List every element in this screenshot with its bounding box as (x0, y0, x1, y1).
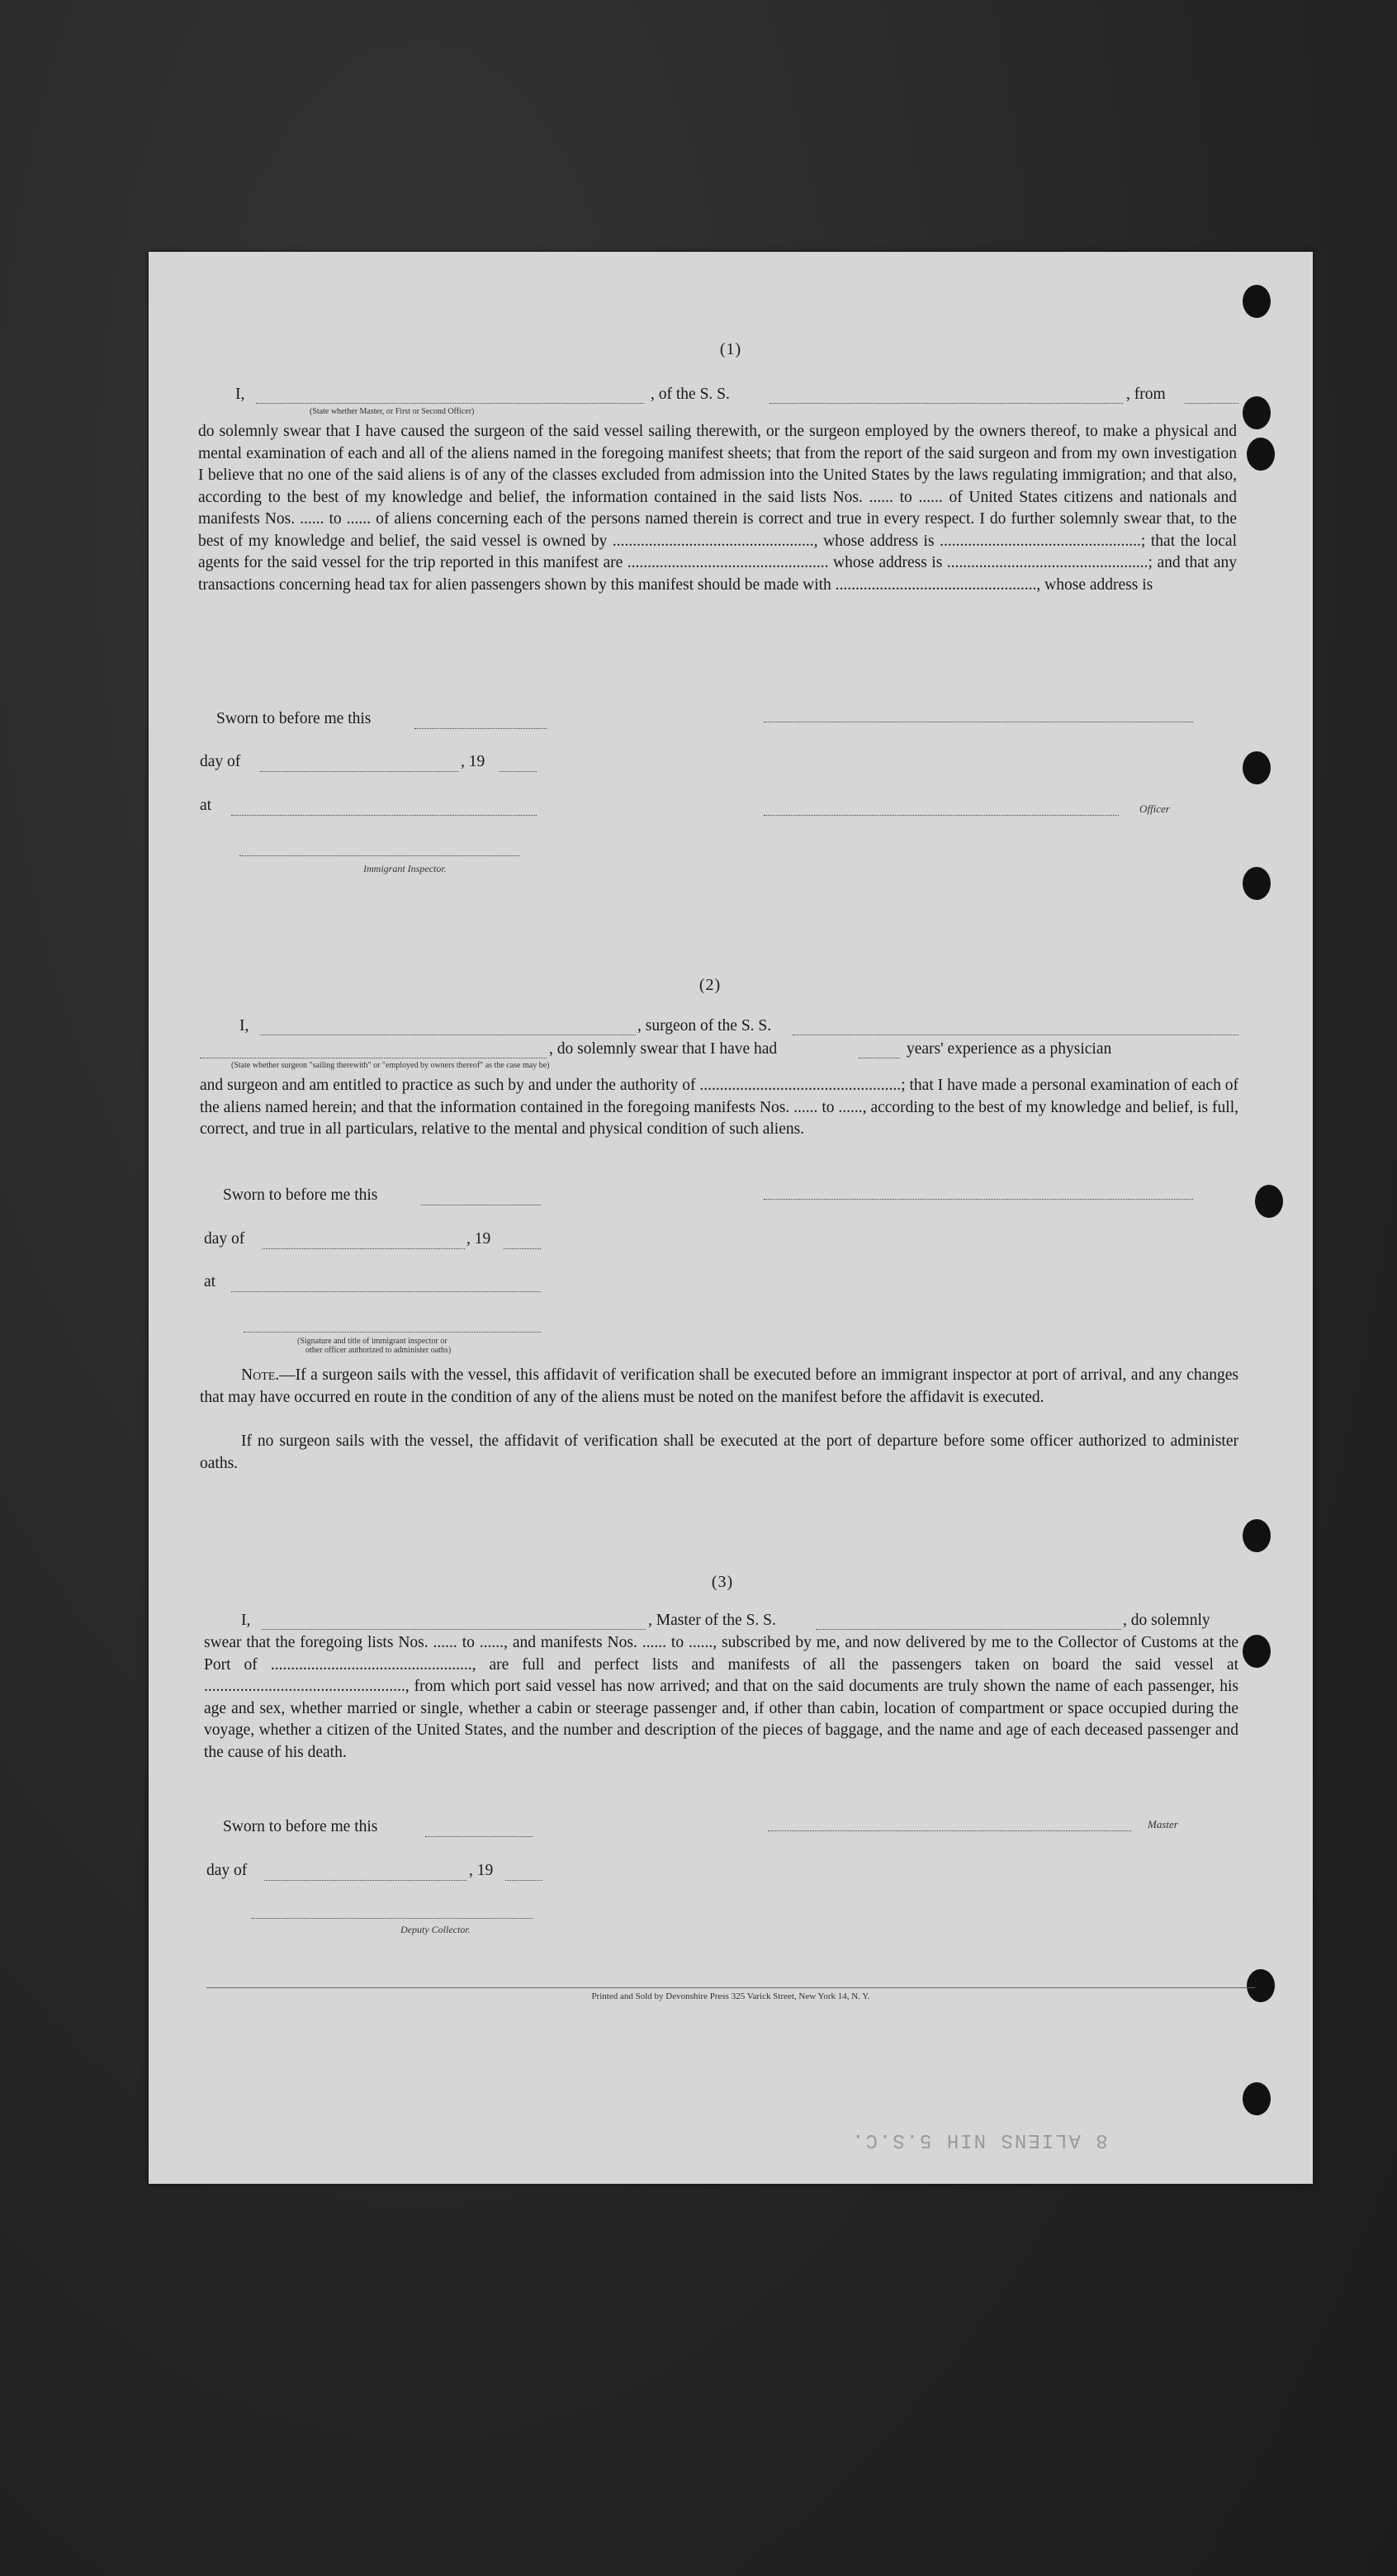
section-1-sworn-label: Sworn to before me this (216, 710, 372, 727)
section-2-at-field[interactable] (231, 1290, 541, 1292)
section-1-at-label: at (200, 797, 212, 814)
section-1-inspector-caption: Immigrant Inspector. (363, 863, 447, 874)
bleed-through-stamp: 8 ALIENS NIH 5.S.C. (850, 2129, 1108, 2151)
section-2-sig-caption-2: other officer authorized to administer oaths) (305, 1346, 452, 1355)
section-3-sworn-label: Sworn to before me this (223, 1818, 378, 1835)
section-1-i: I, (235, 386, 245, 403)
section-2-day-field[interactable] (263, 1248, 465, 1249)
section-2-swear-text: , do solemnly swear that I have had (549, 1040, 778, 1058)
section-1-oath-text: do solemnly swear that I have caused the surgeon of the said vessel sailing therewith, or the surgeon employed by the owners thereof, to make a physical and mental examination of each and all of the aliens named in the foregoing manifest sheets; that from the report of the said surgeon and from my own investigation I believe that no one of the said aliens is of any of the classes excluded from admission into the United States by the laws regulating immigration; and that also, according to the best of my knowledge and belief, the information contained in the said lists Nos. ...... to ...... of United States citizens and nationals and manifests Nos. ...... to ...... of aliens concerning each of the persons named therein is correct and true in every respect. I do further solemnly swear that, to the best of my knowledge and belief, the said vessel is owned by .................................................., whose address is ..................................................; that the local agents for the said vessel for the trip reported in this manifest are .................................................. whose address is ..................................................; and that any transactions concerning head tax for alien passengers shown by this manifest should be made with .................................................., whose address is (198, 423, 1237, 594)
section-1-officer-sig-top[interactable] (764, 721, 1193, 722)
years-experience-field[interactable] (859, 1057, 900, 1058)
section-3-oath-text: swear that the foregoing lists Nos. ...... to ......, and manifests Nos. ...... to ......, subscribed by me, and now delivered by me to the Collector of Customs at the Port of .................................................., are full and perfect lists and manifests of all the passengers taken on board the said vessel at .................................................., from which port said vessel has now arrived; and that on the said documents are truly shown the name of each passenger, his age and sex, whether married or single, whether a cabin or steerage passenger and, if other than cabin, location of compartment or space occupied during the voyage, whether a citizen of the United States, and the number and description of the pieces of baggage, and the name and age of each deceased passenger and the cause of his death. (204, 1634, 1238, 1761)
section-2-sworn-field[interactable] (421, 1204, 541, 1205)
section-3-master-name-field[interactable] (262, 1628, 646, 1630)
section-3-swear-text: , do solemnly (1123, 1612, 1210, 1629)
from-port-field[interactable] (1185, 402, 1238, 404)
binder-hole (1243, 867, 1271, 900)
binder-hole (1243, 1635, 1271, 1668)
master-caption: (State whether Master, or First or Second Officer) (310, 407, 475, 416)
section-1-inspector-signature-field[interactable] (239, 855, 520, 856)
section-2-surgeon-signature-field[interactable] (764, 1198, 1193, 1200)
section-3-vessel-field[interactable] (816, 1628, 1121, 1630)
section-2-note (200, 1365, 1238, 1409)
binder-hole (1243, 751, 1271, 784)
surgeon-sailing-caption: (State whether surgeon "sailing therewith" or "employed by owners thereof" as the case may be) (231, 1061, 550, 1070)
section-2-vessel-field[interactable] (793, 1034, 1238, 1035)
master-name-field[interactable] (256, 402, 644, 404)
section-1-of-ss: , of the S. S. (651, 386, 730, 403)
section-3-number: (3) (711, 1573, 734, 1591)
section-3-i: I, (241, 1612, 251, 1629)
section-3-deputy-signature-field[interactable] (252, 1917, 533, 1919)
section-2-year-label: , 19 (466, 1230, 491, 1248)
binder-hole (1255, 1185, 1283, 1218)
manifest-page (149, 252, 1313, 2184)
section-3-deputy-caption: Deputy Collector. (400, 1924, 471, 1935)
note-text-1: —If a surgeon sails with the vessel, this affidavit of verification shall be executed before an immigrant inspector at port of arrival, and any changes that may have occurred en route in the condition of any of the aliens must be noted on the manifest before the affidavit is executed. (200, 1366, 1238, 1406)
section-1-sworn-field[interactable] (414, 727, 547, 729)
printer-credit: Printed and Sold by Devonshire Press 325 Varick Street, New York 14, N. Y. (591, 1991, 870, 2001)
section-2-surgeon-of-ss: , surgeon of the S. S. (637, 1017, 772, 1035)
section-1-officer-caption: Officer (1139, 803, 1170, 815)
section-2-sworn-label: Sworn to before me this (223, 1186, 378, 1204)
section-1-number: (1) (719, 340, 742, 358)
section-2-year-field[interactable] (504, 1248, 541, 1249)
section-2-years-text: years' experience as a physician (907, 1040, 1112, 1058)
vessel-name-field[interactable] (770, 402, 1123, 404)
section-3-year-label: , 19 (469, 1862, 494, 1879)
section-1-day-of-label: day of (200, 753, 241, 770)
binder-hole (1247, 438, 1275, 471)
section-2-at-label: at (204, 1273, 216, 1290)
binder-hole (1243, 2082, 1271, 2115)
section-2-note-2: If no surgeon sails with the vessel, the affidavit of verification shall be executed at the port of departure before some officer authorized to administer oaths. (200, 1432, 1238, 1472)
binder-hole (1243, 396, 1271, 429)
section-3-master-caption: Master (1148, 1818, 1178, 1830)
section-1-officer-signature-field[interactable] (764, 814, 1119, 816)
section-2-number: (2) (698, 976, 722, 994)
section-2-oath-text: and surgeon and am entitled to practice as such by and under the authority of ..................................................; that I have made a personal examination of each of the aliens named herein; and that the information contained in the foregoing manifests Nos. ...... to ......, according to the best of my knowledge and belief, is full, correct, and true in all particulars, relative to the mental and physical condition of such aliens. (200, 1077, 1238, 1138)
section-1-year-field[interactable] (500, 770, 537, 772)
section-1-from: , from (1126, 386, 1166, 403)
section-3-day-field[interactable] (264, 1879, 466, 1881)
section-2-day-of-label: day of (204, 1230, 245, 1248)
note-label: Note. (241, 1366, 280, 1384)
section-2-sig-caption-1: (Signature and title of immigrant inspector or (297, 1337, 448, 1346)
section-1-at-field[interactable] (231, 814, 537, 816)
footer-rule (206, 1987, 1255, 1988)
section-3-master-of-ss: , Master of the S. S. (648, 1612, 776, 1629)
section-3-sworn-field[interactable] (425, 1835, 533, 1837)
section-3-master-signature-field[interactable] (768, 1830, 1131, 1831)
surgeon-name-field[interactable] (260, 1034, 636, 1035)
binder-hole (1243, 1519, 1271, 1552)
surgeon-sailing-field[interactable] (200, 1057, 547, 1058)
section-1-year-label: , 19 (461, 753, 485, 770)
section-2-inspector-signature-field[interactable] (244, 1331, 541, 1333)
section-3-year-field[interactable] (505, 1879, 542, 1881)
binder-hole (1243, 285, 1271, 318)
section-3-day-of-label: day of (206, 1862, 248, 1879)
section-1-day-field[interactable] (260, 770, 458, 772)
section-2-i: I, (239, 1017, 249, 1035)
